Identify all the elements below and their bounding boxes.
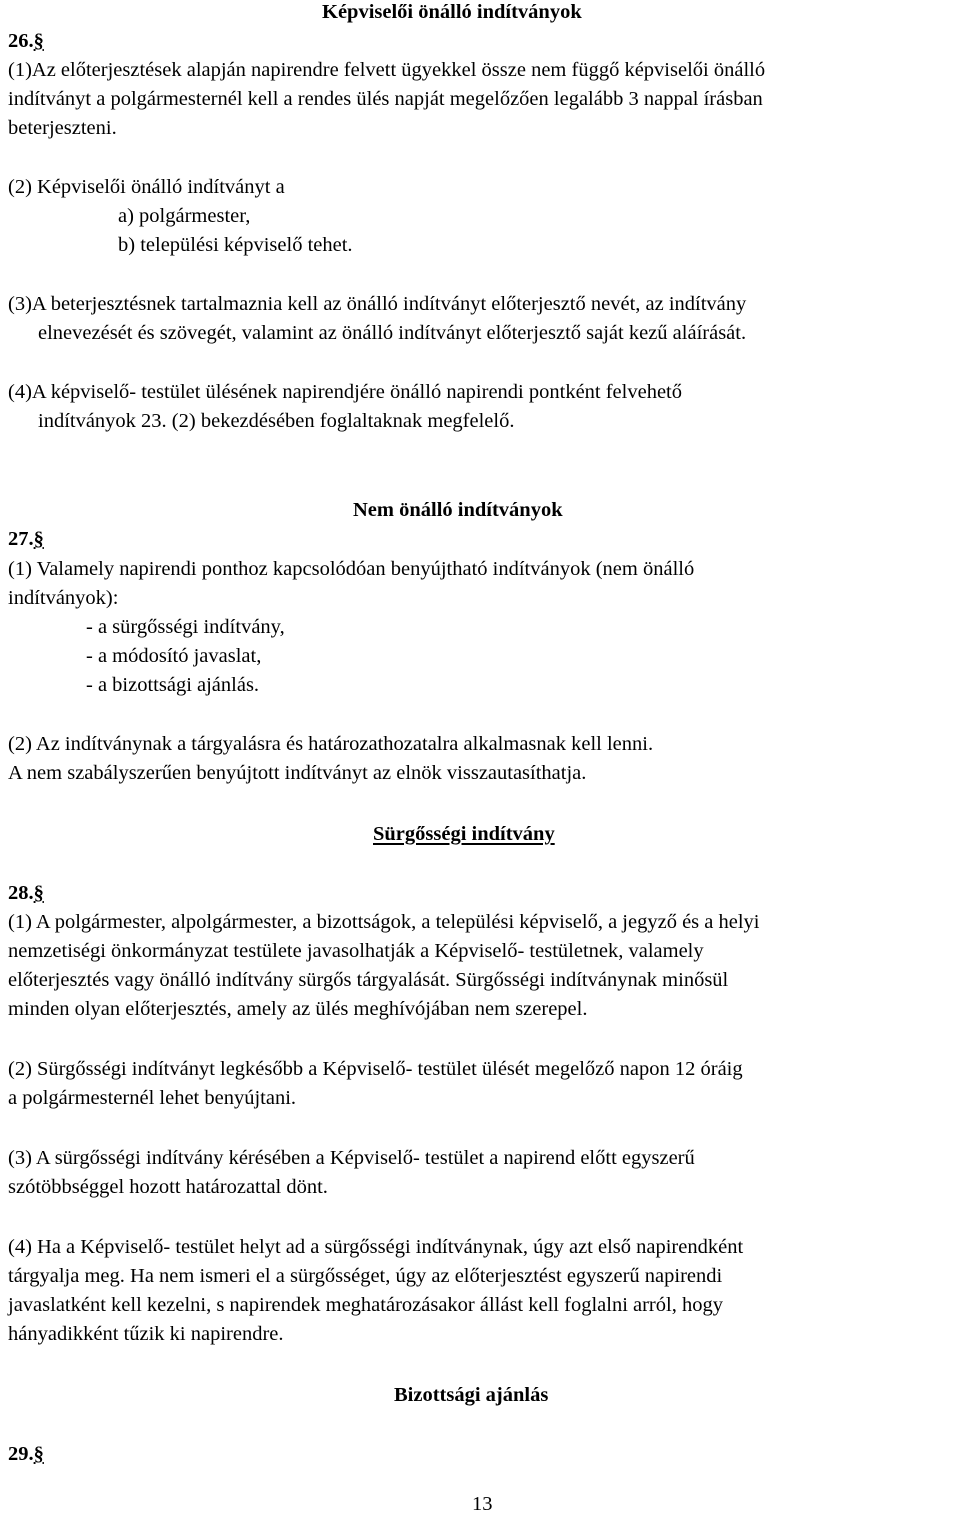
- s28-p4-line4: hányadikként tűzik ki napirendre.: [8, 1323, 284, 1345]
- s26-p4-line2: indítványok 23. (2) bekezdésében foglaltaknak megfelelő.: [38, 410, 515, 432]
- page-number: 13: [472, 1493, 493, 1515]
- s27-p1-item-3: - a bizottsági ajánlás.: [86, 674, 260, 696]
- s28-p2-line1: (2) Sürgősségi indítványt legkésőbb a Képviselő- testület ülését megelőző napon 12 óráig: [8, 1058, 743, 1080]
- s27-p2-line2: A nem szabályszerűen benyújtott indítványt az elnök visszautasíthatja.: [8, 762, 587, 784]
- section-29-number: 29.§: [8, 1443, 44, 1465]
- s28-p4-line3: javaslatként kell kezelni, s napirendek meghatározásakor állást kell foglalni arról, hogy: [8, 1294, 723, 1316]
- s27-p1-line1: (1) Valamely napirendi ponthoz kapcsolódóan benyújtható indítványok (nem önálló: [8, 558, 695, 580]
- section-28-heading: Sürgősségi indítvány: [373, 823, 555, 845]
- s26-p2-item-b: b) települési képviselő tehet.: [118, 234, 353, 256]
- s26-p2-item-a: a) polgármester,: [118, 205, 251, 227]
- s26-p1-line1: (1)Az előterjesztések alapján napirendre felvett ügyekkel össze nem függő képviselői önálló: [8, 59, 766, 81]
- section-26-heading: Képviselői önálló indítványok: [322, 1, 582, 23]
- s28-p1-line3: előterjesztés vagy önálló indítvány sürgős tárgyalását. Sürgősségi indítványnak minősül: [8, 969, 729, 991]
- s26-p3-line2: elnevezését és szövegét, valamint az önálló indítványt előterjesztő saját kezű aláírását.: [38, 322, 747, 344]
- s28-p4-line1: (4) Ha a Képviselő- testület helyt ad a sürgősségi indítványnak, úgy azt első napirendként: [8, 1236, 744, 1258]
- s28-p1-line4: minden olyan előterjesztés, amely az ülés meghívójában nem szerepel.: [8, 998, 588, 1020]
- s26-p2-intro: (2) Képviselői önálló indítványt a: [8, 176, 285, 198]
- s26-p1-line2: indítványt a polgármesternél kell a rendes ülés napját megelőzően legalább 3 nappal írásban: [8, 88, 763, 110]
- s27-p2-line1: (2) Az indítványnak a tárgyalásra és határozathozatalra alkalmasnak kell lenni.: [8, 733, 654, 755]
- s28-p3-line2: szótöbbséggel hozott határozattal dönt.: [8, 1176, 328, 1198]
- s28-p2-line2: a polgármesternél lehet benyújtani.: [8, 1087, 297, 1109]
- s28-p4-line2: tárgyalja meg. Ha nem ismeri el a sürgősséget, úgy az előterjesztést egyszerű napirendi: [8, 1265, 723, 1287]
- s27-p1-line2: indítványok):: [8, 587, 119, 609]
- s28-p3-line1: (3) A sürgősségi indítvány kérésében a Képviselő- testület a napirend előtt egyszerű: [8, 1147, 695, 1169]
- section-29-heading: Bizottsági ajánlás: [394, 1384, 549, 1406]
- s28-p1-line2: nemzetiségi önkormányzat testülete javasolhatják a Képviselő- testületnek, valamely: [8, 940, 704, 962]
- s27-p1-item-2: - a módosító javaslat,: [86, 645, 262, 667]
- section-26-number: 26.§: [8, 30, 44, 52]
- s26-p4-line1: (4)A képviselő- testület ülésének napirendjére önálló napirendi pontként felvehető: [8, 381, 682, 403]
- s26-p1-line3: beterjeszteni.: [8, 117, 117, 139]
- section-27-heading: Nem önálló indítványok: [353, 499, 563, 521]
- s28-p1-line1: (1) A polgármester, alpolgármester, a bizottságok, a települési képviselő, a jegyző és a helyi: [8, 911, 760, 933]
- s26-p3-line1: (3)A beterjesztésnek tartalmaznia kell az önálló indítványt előterjesztő nevét, az indítvány: [8, 293, 747, 315]
- section-27-number: 27.§: [8, 528, 44, 550]
- section-28-number: 28.§: [8, 882, 44, 904]
- s27-p1-item-1: - a sürgősségi indítvány,: [86, 616, 285, 638]
